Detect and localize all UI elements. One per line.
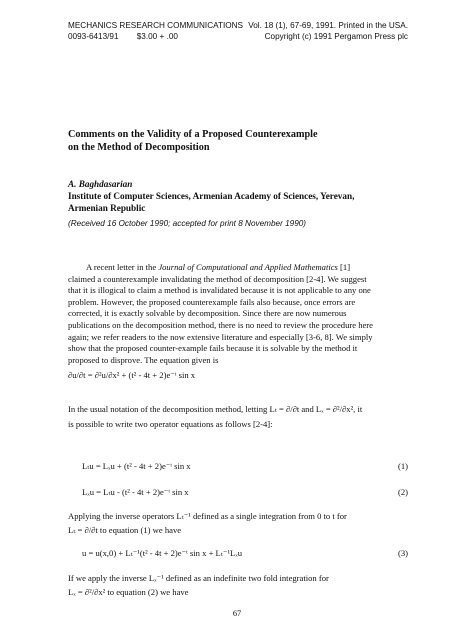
equation-2-number: (2) — [397, 487, 408, 497]
equation-2 — [82, 487, 408, 498]
paragraph-4 — [68, 573, 408, 598]
main-equation: ∂u/∂t = ∂²u/∂x² + (t² - 4t + 2)e⁻ᵗ sin x — [68, 370, 196, 380]
equation-1-text: Lₜu = Lₓu + (t² - 4t + 2)e⁻ᵗ sin x — [82, 461, 191, 471]
equation-1-number: (1) — [397, 461, 408, 471]
title-line-2: on the Method of Decomposition — [68, 142, 210, 153]
journal-header — [68, 20, 408, 42]
equation-3-number: (3) — [397, 548, 408, 558]
page-number: 67 — [232, 609, 242, 618]
equation-3 — [82, 548, 408, 559]
paragraph-1-line-5: corrected, it is exactly solvable by decomposition. Since there are now numerous — [68, 308, 347, 319]
copyright: Copyright (c) 1991 Pergamon Press plc — [264, 32, 408, 41]
author-block — [68, 178, 408, 214]
equation-2-text: Lₓu = Lₜu - (t² - 4t + 2)e⁻ᵗ sin x — [82, 487, 189, 497]
text-run: A recent letter in the — [86, 262, 159, 272]
paragraph-1-line-6: publications on the decomposition method, there is no need to review the procedure here — [68, 319, 373, 330]
journal-citation: Journal of Computational and Applied Mathematics — [158, 262, 338, 272]
affiliation-line-1: Institute of Computer Sciences, Armenian Academy of Sciences, Yerevan, — [68, 191, 355, 201]
received-dates: (Received 16 October 1990; accepted for print 8 November 1990) — [68, 219, 307, 228]
paragraph-2 — [68, 404, 408, 430]
paper-title — [68, 128, 408, 154]
paragraph-1-line-8: show that the proposed counter-example fails because it is solvable by the method it — [68, 343, 358, 354]
title-line-1: Comments on the Validity of a Proposed Counterexample — [68, 129, 318, 140]
issn: 0093-6413/91 — [68, 32, 119, 41]
volume-info: Vol. 18 (1), 67-69, 1991. Printed in the USA. — [248, 21, 408, 30]
paragraph-3 — [68, 511, 408, 536]
paragraph-1-line-9: proposed to disprove. The equation given is — [68, 354, 219, 365]
paragraph-1-line-3: that it is illogical to claim a method is invalidated because it is not applicable to any one — [68, 285, 371, 296]
price: $3.00 + .00 — [136, 32, 178, 41]
paragraph-3-line-2: Lₜ = ∂/∂t to equation (1) we have — [68, 524, 182, 535]
paragraph-2-line-2: is possible to write two operator equations as follows [2-4]: — [68, 418, 273, 429]
paragraph-1-line-2: claimed a counterexample invalidating the method of decomposition [2-4]. We suggest — [68, 273, 367, 284]
journal-name: MECHANICS RESEARCH COMMUNICATIONS — [68, 21, 243, 30]
paragraph-1 — [68, 262, 408, 366]
paragraph-1-line-7: again; we refer readers to the now extensive literature and especially [3-6, 8]. We simply — [68, 331, 373, 342]
equation-3-text: u = u(x,0) + Lₜ⁻¹(t² - 4t + 2)e⁻ᵗ sin x + Lₜ⁻¹Lₓu — [82, 548, 243, 558]
text-run: [1] — [337, 262, 351, 272]
author-name: A. Baghdasarian — [68, 179, 133, 189]
paragraph-1-line-4: problem. However, the proposed counterexample fails also because, once errors are — [68, 296, 356, 307]
paragraph-4-line-2: Lₓ = ∂²/∂x² to equation (2) we have — [68, 586, 189, 597]
affiliation-line-2: Armenian Republic — [68, 203, 146, 213]
paragraph-3-line-1: Applying the inverse operators Lₜ⁻¹ defined as a single integration from 0 to t for — [68, 511, 347, 521]
paragraph-2-line-1: In the usual notation of the decomposition method, letting Lₜ = ∂/∂t and Lₓ = ∂²/∂x², it — [68, 404, 363, 414]
paragraph-4-line-1: If we apply the inverse Lₓ⁻¹ defined as an indefinite two fold integration for — [68, 573, 329, 583]
paragraph-1-line-1 — [68, 262, 408, 274]
equation-1 — [82, 461, 408, 472]
